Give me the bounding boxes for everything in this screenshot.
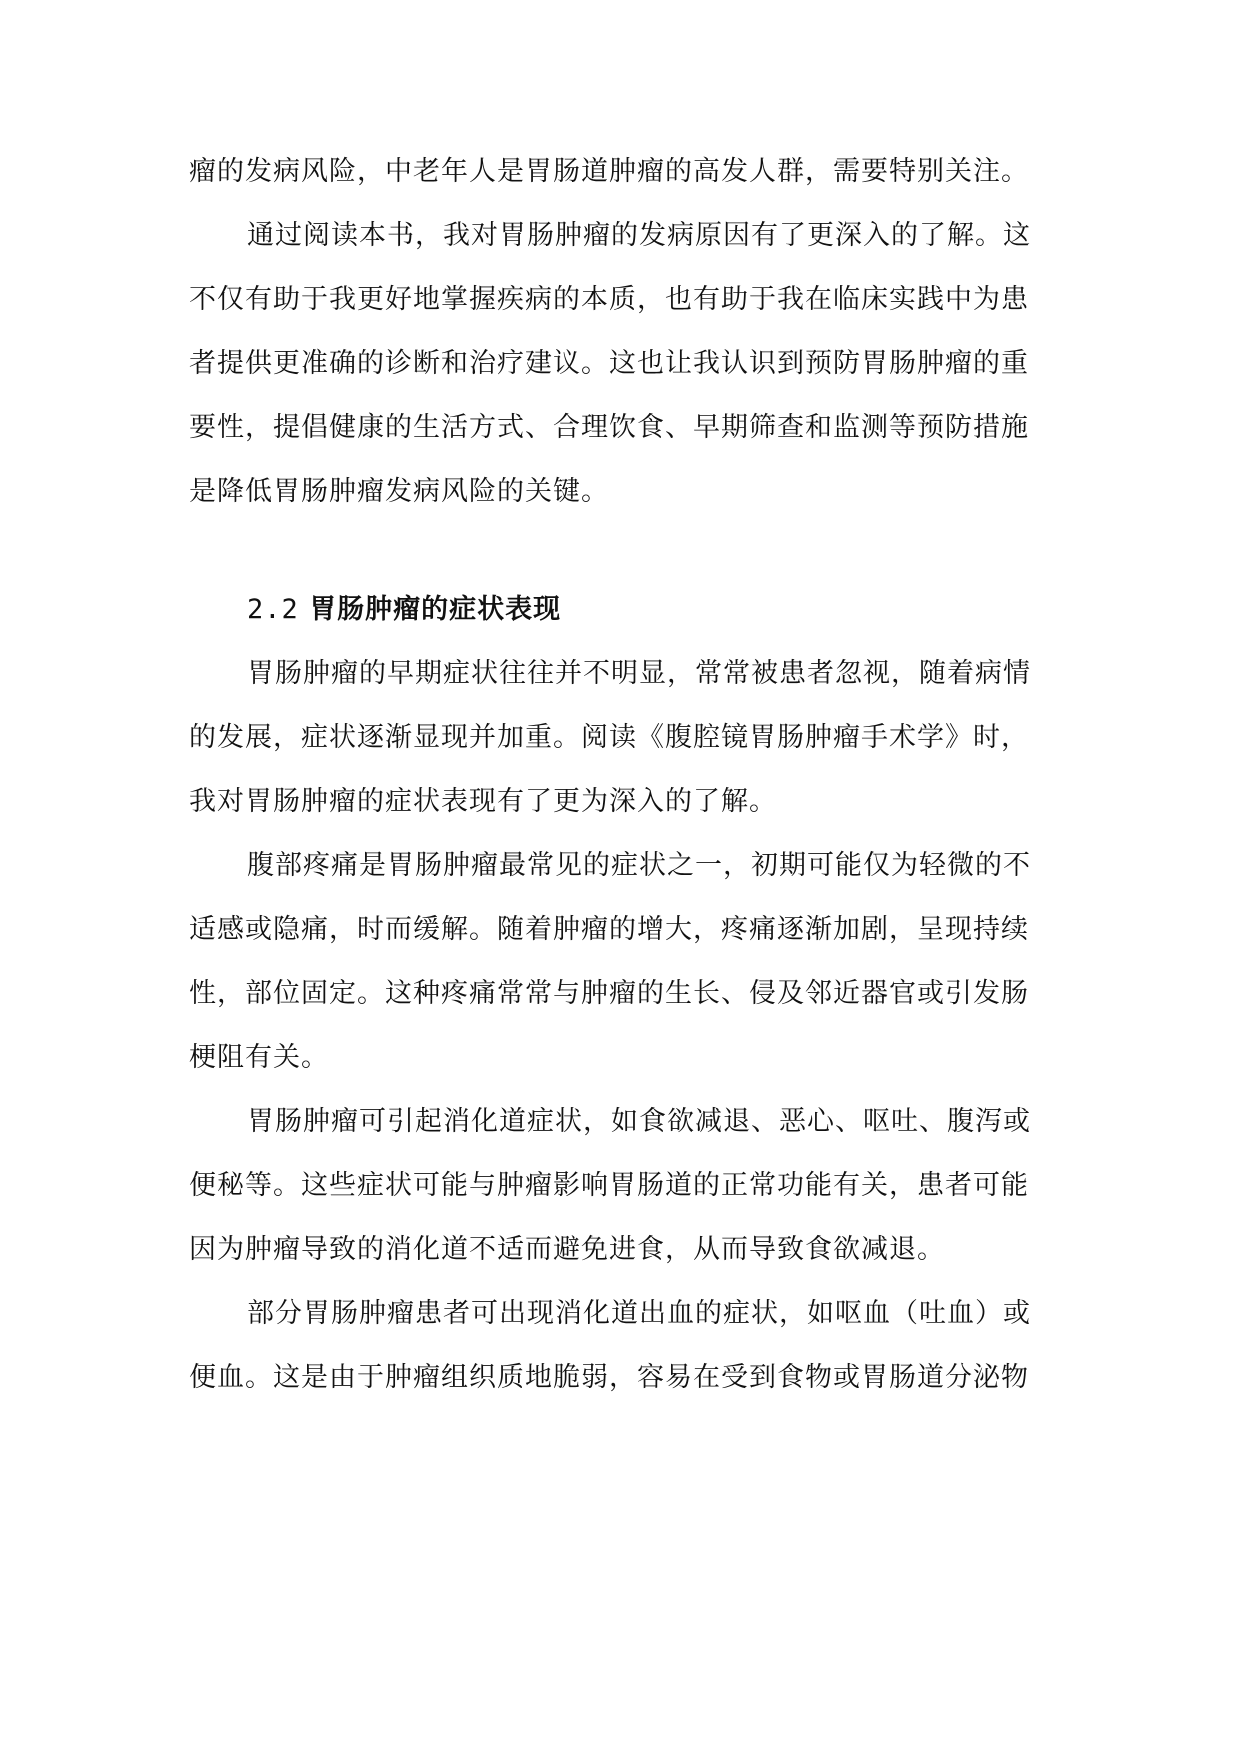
paragraph-line: 性，部位固定。这种疼痛常常与肿瘤的生长、侵及邻近器官或引发肠 [189,978,1029,1009]
paragraph-pain [189,834,1049,1090]
paragraph-understanding [189,204,1049,524]
paragraph-line: 的发展，症状逐渐显现并加重。阅读《腹腔镜胃肠肿瘤手术学》时， [189,722,1029,753]
paragraph-line: 胃肠肿瘤的早期症状往往并不明显，常常被患者忽视，随着病情 [247,658,1031,689]
section-title: 胃肠肿瘤的症状表现 [309,594,562,625]
paragraph-line: 通过阅读本书，我对胃肠肿瘤的发病原因有了更深入的了解。这 [247,220,1031,251]
paragraph-line: 不仅有助于我更好地掌握疾病的本质，也有助于我在临床实践中为患 [189,284,1029,315]
paragraph-line: 便血。这是由于肿瘤组织质地脆弱，容易在受到食物或胃肠道分泌物 [189,1362,1029,1393]
paragraph-line: 腹部疼痛是胃肠肿瘤最常见的症状之一，初期可能仅为轻微的不 [247,850,1031,881]
paragraph-line: 便秘等。这些症状可能与肿瘤影响胃肠道的正常功能有关，患者可能 [189,1170,1029,1201]
paragraph-continuation [189,140,1049,204]
section-number: 2.2 [247,594,299,625]
paragraph-bleeding [189,1282,1049,1410]
paragraph-line: 梗阻有关。 [189,1042,329,1073]
section-heading [189,578,1049,642]
paragraph-line: 者提供更准确的诊断和治疗建议。这也让我认识到预防胃肠肿瘤的重 [189,348,1029,379]
paragraph-line: 部分胃肠肿瘤患者可出现消化道出血的症状，如呕血（吐血）或 [247,1298,1031,1329]
paragraph-line: 瘤的发病风险，中老年人是胃肠道肿瘤的高发人群，需要特别关注。 [189,156,1029,187]
paragraph-line: 胃肠肿瘤可引起消化道症状，如食欲减退、恶心、呕吐、腹泻或 [247,1106,1031,1137]
paragraph-digestive [189,1090,1049,1282]
paragraph-line: 因为肿瘤导致的消化道不适而避免进食，从而导致食欲减退。 [189,1234,945,1265]
paragraph-line: 我对胃肠肿瘤的症状表现有了更为深入的了解。 [189,786,777,817]
document-body [189,140,1049,1410]
paragraph-line: 是降低胃肠肿瘤发病风险的关键。 [189,476,609,507]
paragraph-early-symptoms [189,642,1049,834]
paragraph-line: 要性，提倡健康的生活方式、合理饮食、早期筛查和监测等预防措施 [189,412,1029,443]
paragraph-line: 适感或隐痛，时而缓解。随着肿瘤的增大，疼痛逐渐加剧，呈现持续 [189,914,1029,945]
